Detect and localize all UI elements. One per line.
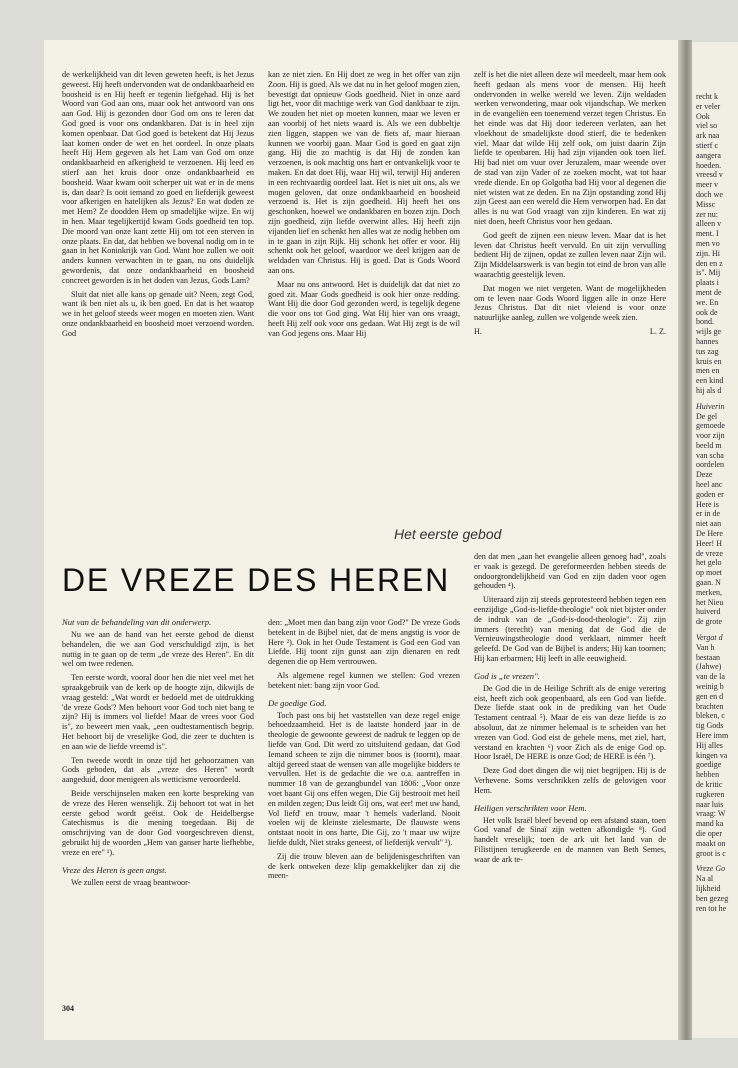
article-title: DE VREZE DES HEREN [62, 562, 451, 598]
facing-line: tus zag [696, 346, 719, 356]
article-column-3 [474, 552, 666, 869]
facing-line: zijn. Hi [696, 248, 720, 258]
subheading: Nut van de behandeling van dit onderwerp. [62, 617, 212, 627]
prev-article-column-3 [474, 70, 666, 336]
facing-line: goedige [696, 760, 722, 770]
facing-line: bestaan [696, 652, 720, 662]
facing-line: merken, [696, 587, 722, 597]
facing-line: kingen va [696, 750, 728, 760]
facing-line: aangera [696, 150, 721, 160]
paragraph: Maar nu ons antwoord. Het is duidelijk dat dat niet zo goed zit. Maar Gods goedheid is ook hier onze redding. Want Hij die door God gezonden werd, is tegelijk degene die voor ons tot God ging. Wat Hij hier van ons vraagt, heeft Hij zelf ook voor ons gedaan. Wat Hij zegt is de wil van God jegens ons. Maar Hij [268, 279, 460, 338]
paragraph: den dat men „aan het evangelie alleen genoeg had", zoals er vaak is gezegd. De gereformeerden hebben steeds de ondoorgrondelijkheid van God en zijn daden voor ogen gehouden ⁴). [474, 552, 666, 591]
facing-line: gemoede [696, 421, 725, 431]
facing-line: hoeden. [696, 160, 722, 170]
facing-line: maakt on [696, 838, 726, 848]
facing-lines-3 [696, 643, 738, 859]
facing-line: gen en d [696, 691, 724, 701]
facing-line: zer nu: [696, 209, 718, 219]
facing-line: lijkheid [696, 883, 721, 893]
facing-line: viel so [696, 121, 718, 131]
facing-line: stierf c [696, 140, 718, 150]
facing-line: hij als d [696, 385, 722, 395]
facing-line: meer v [696, 180, 718, 190]
facing-lines-4 [696, 874, 738, 913]
facing-line: doch we [696, 189, 723, 199]
subheading: Heiligen verschrikten voor Hem. [474, 802, 587, 813]
paragraph: Sluit dat niet alle kans op genade uit? Neen, zegt God, want ik ben niet als u, ik ben goed. En dat is het waarop we in het geloof steeds weer mogen en moeten zien. Want onze ondankbaarheid en boosheid moet verzoend worden. God [62, 289, 254, 338]
facing-line: hannes [696, 336, 719, 346]
facing-line: Hij alles [696, 740, 723, 750]
prev-article-column-1 [62, 70, 254, 343]
facing-line: den en z [696, 258, 723, 268]
facing-lines-1 [696, 92, 738, 396]
facing-subheading: Huiverin [696, 401, 725, 411]
paragraph: Ten tweede wordt in onze tijd het gehoorzamen van Gods geboden, dat als „vreze des Heren" wordt aangeduid, door menigeen als wetticisme veroordeeld. [62, 755, 254, 785]
facing-line: Van h [696, 642, 715, 652]
facing-line: vraag: W [696, 809, 726, 819]
facing-line: huiverd [696, 607, 721, 617]
facing-line: ben gezeg [696, 893, 729, 903]
facing-line: ment. I [696, 229, 719, 239]
facing-page-text [692, 42, 738, 913]
paragraph: God geeft de zijnen een nieuw leven. Maar dat is het leven dat Christus heeft vervuld. En uit zijn vervulling bedient Hij de zijnen, opdat ze zullen leven naar Zijn wil. Zijn Middelaarswerk is van begin tot eind de bron van alle waarachtig geestelijk leven. [474, 230, 666, 279]
facing-line: er veler [696, 101, 721, 111]
facing-line: ark naa [696, 131, 720, 141]
facing-line: men en [696, 366, 720, 376]
facing-line: kruis en [696, 356, 722, 366]
facing-line: er in de [696, 509, 720, 519]
facing-line: bleken, c [696, 711, 725, 721]
paragraph: Zij die trouw bleven aan de belijdenisgeschriften van de kerk ontweken deze klip gemakkelijker dan zij die meen- [268, 851, 460, 881]
facing-line: beeld m [696, 440, 722, 450]
facing-line: men vo [696, 238, 720, 248]
subheading: God is „te vrezen". [474, 670, 540, 681]
article-column-2 [268, 618, 460, 885]
paragraph: Het volk Israël bleef bevend op een afstand staan, toen God vanaf de Sinaï zijn wetten afkondigde ⁸). God handelt vreselijk; toen de ark uit het land van de Filistijnen terugkeerde en de mannen van Beth Semes, waar de ark te- [474, 815, 666, 864]
page-number: 304 [62, 1004, 74, 1013]
paragraph: De God die in de Heilige Schrift als de enige verering eist, heeft zich ook geopenbaard, als een God van liefde. Deze liefde staat ook in de prediking van het Oude Testament centraal ⁵). Maar de eis van deze liefde is zo absoluut, dat ze nimmer helemaal is te scheiden van het vrezen van God. God eist de gehele mens, met ziel, hart, verstand en krachten ⁶) voor Zich als de enige God op. Hoor Israël, De HERE is onze God; de HERE is één ⁷). [474, 683, 666, 762]
facing-line: plaats i [696, 278, 719, 288]
paragraph: Toch past ons bij het vaststellen van deze regel enige behoedzaamheid. Het is de laatste honderd jaar in de theologie de gewoonte geweest de nadruk te leggen op de liefde van God. Dit werd zo uitsluitend gedaan, dat God Iemand scheen te zijn die nimmer boos is (toornt), maar altijd gereed staat de wensen van alle mogelijke bidders te vervullen. Het is de gedachte die we o.a. aantreffen in nummer 18 van de gezangbundel van 1806: „Voor onze voet baant Gij ons effen wegen, Die Gij bestrooit met heil en milden zegen; Dus leidt Gij ons, wat eer! met uw hand, Vol liefd' en trouw, maar 't hemels vaderland. Nooit voelen wij de kleinste zielesmarte, De flauwste wens ontstaat nooit in ons harte, Die Gij, zo 't maar uw wijze liefde duldt, Niet straks geneest, of liefderijk vervult" ³). [268, 710, 460, 847]
signature-left: H. [474, 326, 482, 336]
paragraph: Deze God doet dingen die wij niet begrijpen. Hij is de Verhevene. Soms verschrikken zelfs de gelovigen voor Hem. [474, 766, 666, 795]
facing-line: weinig b [696, 682, 724, 692]
signature-right: L. Z. [649, 326, 666, 336]
facing-line: ook de [696, 307, 718, 317]
facing-line: die oper [696, 828, 722, 838]
facing-line: mand ka [696, 819, 724, 829]
facing-line: Na al [696, 874, 714, 884]
facing-line: de grote [696, 617, 722, 627]
facing-line: gaan. N [696, 578, 721, 588]
facing-line: van scha [696, 450, 724, 460]
facing-line: voor zijn [696, 431, 725, 441]
paragraph: Nu we aan de hand van het eerste gebod de dienst behandelen, die we aan God verschuldigd zijn, is het nuttig in te gaan op de term „de vreze des Heren". En dit wel om twee redenen. [62, 630, 254, 669]
article-column-1 [62, 610, 254, 891]
paragraph: We zullen eerst de vraag beantwoor- [71, 877, 191, 887]
paragraph: den: „Moet men dan bang zijn voor God?" De vreze Gods betekent in de Bijbel niet, dat de mens angstig is voor de Here ²). Ook in het Oude Testament is God een God van Liefde. Hij toont zijn gunst aan zijn dienaren en redt degenen die op Hem vertrouwen. [268, 618, 460, 667]
paragraph: kan ze niet zien. En Hij doet ze weg in het offer van zijn Zoon. Hij is goed. Als we dat nu in het geloof mogen zien, bevestigt dat opnieuw Gods goedheid. Niet in onze aard ligt het, voor dit machtige werk van God dankbaar te zijn. We zouden het niet op moeten kunnen, maar we leven er aan voorbij of het niets waard is. Als we een dubbeltje zien liggen, stappen we van de fiets af, maar hieraan kunnen we voorbij gaan. Maar God is goed en gaat zijn gang. Hij die zo machtig is dat Hij de zonden kan verzoenen, is ook machtig ons hart er ontvankelijk voor te maken. En dat doet Hij, waar Hij wil, terwijl Hij anderen in een rechtvaardig oordeel laat. Het is niet uit ons, als we mogen geloven, dat onze ondankbaarheid en boosheid verzoend is. Het is zijn goedheid. Hij heeft het ons geschonken, hoewel we ondankbaren en bozen zijn. Doch zijn goedheid, zijn liefde overwint alles. Hij heeft zijn vijanden lief en schenkt hen alles wat ze nodig hebben om in te gaan in zijn Rijk. Hij schonk het offer er voor. Hij schenkt ook het geloof, waardoor we deel krijgen aan de weldaden van Christus. Hij is goed. Dat is Gods Woord aan ons. [268, 70, 460, 275]
paragraph: Beide verschijnselen maken een korte bespreking van de vreze des Heren wenselijk. Zij behoort tot wat in het eerste gebod wordt geëist. Ook de Heidelbergse Catechismus is die mening toegedaan. Bij de omschrijving van de door God voorgeschreven dienst, gebruikt hij de woorden „Hem van ganser harte liefhebbe, vreze en ere" ¹). [62, 788, 254, 857]
facing-line: Deze [696, 470, 713, 480]
facing-line: De Here [696, 529, 723, 539]
prev-article-column-2 [268, 70, 460, 343]
facing-line: is". Mij [696, 268, 721, 278]
paragraph: de werkelijkheid van dit leven geweten heeft, is het Jezus geweest. Hij heeft ondervonden wat de ondankbaarheid en boosheid is en Hij heeft er tegenin liefgehad. Hij is het Woord van God aan ons, maar ook het antwoord van ons aan God. Hij is gezonden door God om ons te leren dat God goed is voor ons ondankbaren. Dat is in heel zijn komen openbaar. Dat God goed is betekent dat Hij Jezus laat komen onder de wet en het oordeel. In onze plaats heeft Hij Hem gegeven als het Lam van God om onze ondankbaarheid en afkerigheid te verzoenen. Hij leed en stierf aan het kruis door onze ondankbaarheid en boosheid. Waar kwam ooit scherper uit wat er in de mens is, dan daar? Is ooit iemand zo goed en liefderijk geweest voor afkerigen en hatelijken als Jezus? En wat doden ze met Hem? Ze doodden Hem op smadelijke wijze. En wij in hen. Maar tegelijkertijd kwam Gods goedheid ten top. Die moord van onze kant zette Hij om tot een sterven in onze plaats. En dat, dat hebben we bovenal nodig om in te gaan in het Koninkrijk van God. Want hoe zullen we ooit anders kunnen verwachten in te gaan, nu ons duidelijk gewordenis, dat onze ondankbaarheid en boosheid concreet geworden is in het doden van Jezus, Gods Lam? [62, 70, 254, 285]
facing-line: van de la [696, 672, 725, 682]
facing-line: (Jahwe) [696, 662, 722, 672]
facing-subheading: Vergat d [696, 633, 723, 643]
facing-line: vreesd v [696, 170, 723, 180]
paragraph: zelf is het die niet alleen deze wil meedeelt, maar hem ook heeft gedaan als mens voor de mensen. Hij heeft ondervonden in welke wereld we leven. Zijn weldaden werken verwondering, maar ook vijandschap. We merken in de evangeliën een toenemend verzet tegen Christus. En het einde was dat Hij door iedereen verlaten, aan het vloekhout de smadelijkste dood stierf, die te bedenken viel. Maar dat wilde Hij zelf ook, om juist daarin Zijn liefde te openbaren. Hij had zijn vijanden ook toen lief. Hij bad niet om vuur over Jeruzalem, maar weende over de stad van zijn Vader of ze zoeken mocht, wat tot haar vrede diende. En op Golgotha bad Hij voor al degenen die niet wisten wat ze deden. En na Zijn opstanding zond Hij zijn Geest aan een wereld die Hem verworpen had. En dat alles is nu wat God vraagt van zijn kinderen. En wat zij niet doen, heeft Christus voor hen gedaan. [474, 70, 666, 226]
facing-line: we. En [696, 297, 719, 307]
facing-line: het Nieu [696, 597, 724, 607]
facing-line: goden er [696, 489, 724, 499]
facing-line: wijls ge [696, 327, 722, 337]
facing-line: de vreze [696, 548, 723, 558]
facing-line: recht k [696, 92, 718, 101]
paragraph: Ten eerste wordt, vooral door hen die niet veel met het spraakgebruik van de kerk op de hoogte zijn, dikwijls de vraag gesteld: „Wat wordt er bedoeld met de uitdrukking 'de vreze Gods'? Men behoort voor God toch niet bang te zijn? Hij is immers vol liefde! Maar de vrees voor God is", zo beweert men vaak, „een oudtestamentisch begrip. Het behoort bij de vreselijke God, die zeer te duchten is en aan wie de liefde vreemd is". [62, 673, 254, 751]
facing-line: op moet [696, 568, 722, 578]
paragraph: Als algemene regel kunnen we stellen: God vrezen betekent niet: bang zijn voor God. [268, 670, 460, 690]
facing-line: bond. [696, 317, 714, 327]
facing-line: De gel [696, 411, 718, 421]
paragraph: Dat mogen we niet vergeten. Want de mogelijkheden om te leven naar Gods Woord liggen alle in onze Here Jezus Christus. Dat dit niet vleiend is voor onze natuurlijke aanleg, zullen we volgende week zien. [474, 283, 666, 323]
subheading: De goedige God. [268, 697, 327, 708]
facing-line: Heer! H [696, 538, 722, 548]
subheading: Vreze des Heren is geen angst. [62, 864, 167, 875]
facing-line: tig Gods [696, 721, 724, 731]
facing-line: rugkeren [696, 789, 725, 799]
facing-line: Here is [696, 499, 719, 509]
facing-line: heel anc [696, 480, 723, 490]
author-signature [474, 327, 666, 336]
facing-line: Missc [696, 199, 716, 209]
facing-line: groot is c [696, 848, 726, 858]
facing-line: ren tot he [696, 903, 727, 913]
facing-line: Here imm [696, 731, 729, 740]
facing-line: alleen v [696, 219, 722, 229]
facing-line: naar luis [696, 799, 724, 809]
facing-line: oordelen [696, 460, 724, 470]
magazine-page [44, 40, 678, 1040]
page-gutter [678, 40, 692, 1040]
facing-page-fragment [692, 42, 738, 1038]
facing-lines-2 [696, 412, 738, 628]
paragraph: Uiteraard zijn zij steeds geprotesteerd hebben tegen een eenzijdige „God-is-liefde-theologie" ook niet bijster onder de indruk van de „God-is-dood-theologie". Zij zijn immers (terecht) van mening dat de God die de Vernieuwingstheologie dood verklaart, nimmer heeft geleefd. De God van de Bijbel is anders; Hij kan toornen; Hij kan erbarmen; Hij leeft in alle eeuwigheid. [474, 595, 666, 663]
series-title: Het eerste gebod [394, 526, 502, 542]
facing-line: niet aan [696, 519, 722, 529]
facing-line: het gelo [696, 558, 722, 568]
facing-line: ment de [696, 287, 722, 297]
facing-line: de kritic [696, 779, 723, 789]
facing-line: Ook [696, 111, 710, 121]
facing-line: een kind [696, 376, 724, 386]
facing-line: brachten [696, 701, 724, 711]
facing-line: hebben [696, 770, 720, 780]
facing-subheading: Vreze Go [696, 864, 726, 874]
